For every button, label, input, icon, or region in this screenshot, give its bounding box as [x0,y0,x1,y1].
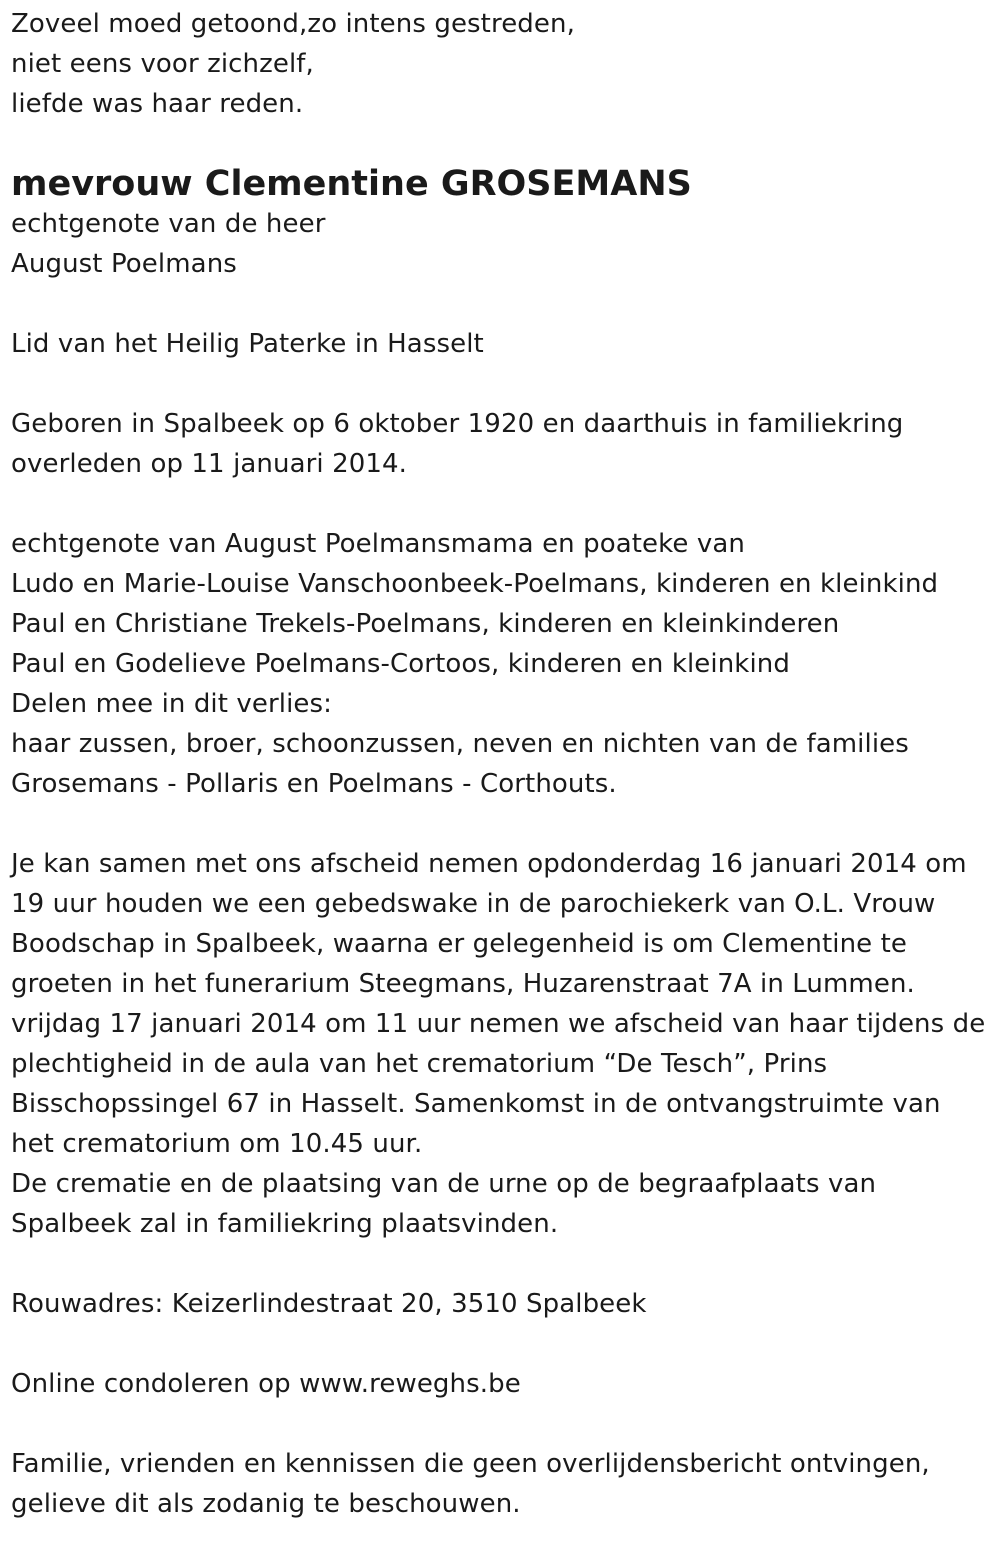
text-line: Bisschopssingel 67 in Hasselt. Samenkomst in de ontvangstruimte van [11,1089,941,1119]
text-line: echtgenote van August Poelmansmama en poateke van [11,529,745,559]
text-line: Grosemans - Pollaris en Poelmans - Corthouts. [11,769,617,799]
birth-death-paragraph [11,404,991,484]
text-line: De crematie en de plaatsing van de urne op de begraafplaats van [11,1169,877,1199]
text-line: Ludo en Marie-Louise Vanschoonbeek-Poelmans, kinderen en kleinkind [11,569,939,599]
text-line: vrijdag 17 januari 2014 om 11 uur nemen we afscheid van haar tijdens de [11,1009,986,1039]
text-line: haar zussen, broer, schoonzussen, neven en nichten van de families [11,729,909,759]
closing-paragraph [11,1444,991,1524]
text-line: 19 uur houden we een gebedswake in de parochiekerk van O.L. Vrouw [11,889,936,919]
text-line: het crematorium om 10.45 uur. [11,1129,423,1159]
online-condolence: Online condoleren op www.reweghs.be [11,1369,521,1399]
text-line: plechtigheid in de aula van het crematorium “De Tesch”, Prins [11,1049,828,1079]
poem [11,4,991,124]
family-paragraph [11,524,991,804]
text-line: Delen mee in dit verlies: [11,689,333,719]
text-line: overleden op 11 januari 2014. [11,449,408,479]
text-line: Geboren in Spalbeek op 6 oktober 1920 en daarthuis in familiekring [11,409,904,439]
poem-line: niet eens voor zichzelf, [11,49,314,79]
text-line: Spalbeek zal in familiekring plaatsvinden. [11,1209,559,1239]
text-line: Paul en Godelieve Poelmans-Cortoos, kinderen en kleinkind [11,649,790,679]
spouse-line: echtgenote van de heer [11,209,326,239]
text-line: Familie, vrienden en kennissen die geen overlijdensbericht ontvingen, [11,1449,930,1479]
ceremony-paragraph [11,844,991,1244]
obituary-document [11,4,991,1524]
text-line: Boodschap in Spalbeek, waarna er gelegenheid is om Clementine te [11,929,907,959]
membership-text: Lid van het Heilig Paterke in Hasselt [11,329,484,359]
text-line: gelieve dit als zodanig te beschouwen. [11,1489,521,1519]
spouse-line: August Poelmans [11,249,237,279]
deceased-name: mevrouw Clementine GROSEMANS [11,164,692,204]
text-line: groeten in het funerarium Steegmans, Huzarenstraat 7A in Lummen. [11,969,915,999]
text-line: Je kan samen met ons afscheid nemen opdonderdag 16 januari 2014 om [11,849,967,879]
text-line: Paul en Christiane Trekels-Poelmans, kinderen en kleinkinderen [11,609,840,639]
poem-line: Zoveel moed getoond,zo intens gestreden, [11,9,575,39]
mourning-address: Rouwadres: Keizerlindestraat 20, 3510 Spalbeek [11,1289,647,1319]
poem-line: liefde was haar reden. [11,89,304,119]
